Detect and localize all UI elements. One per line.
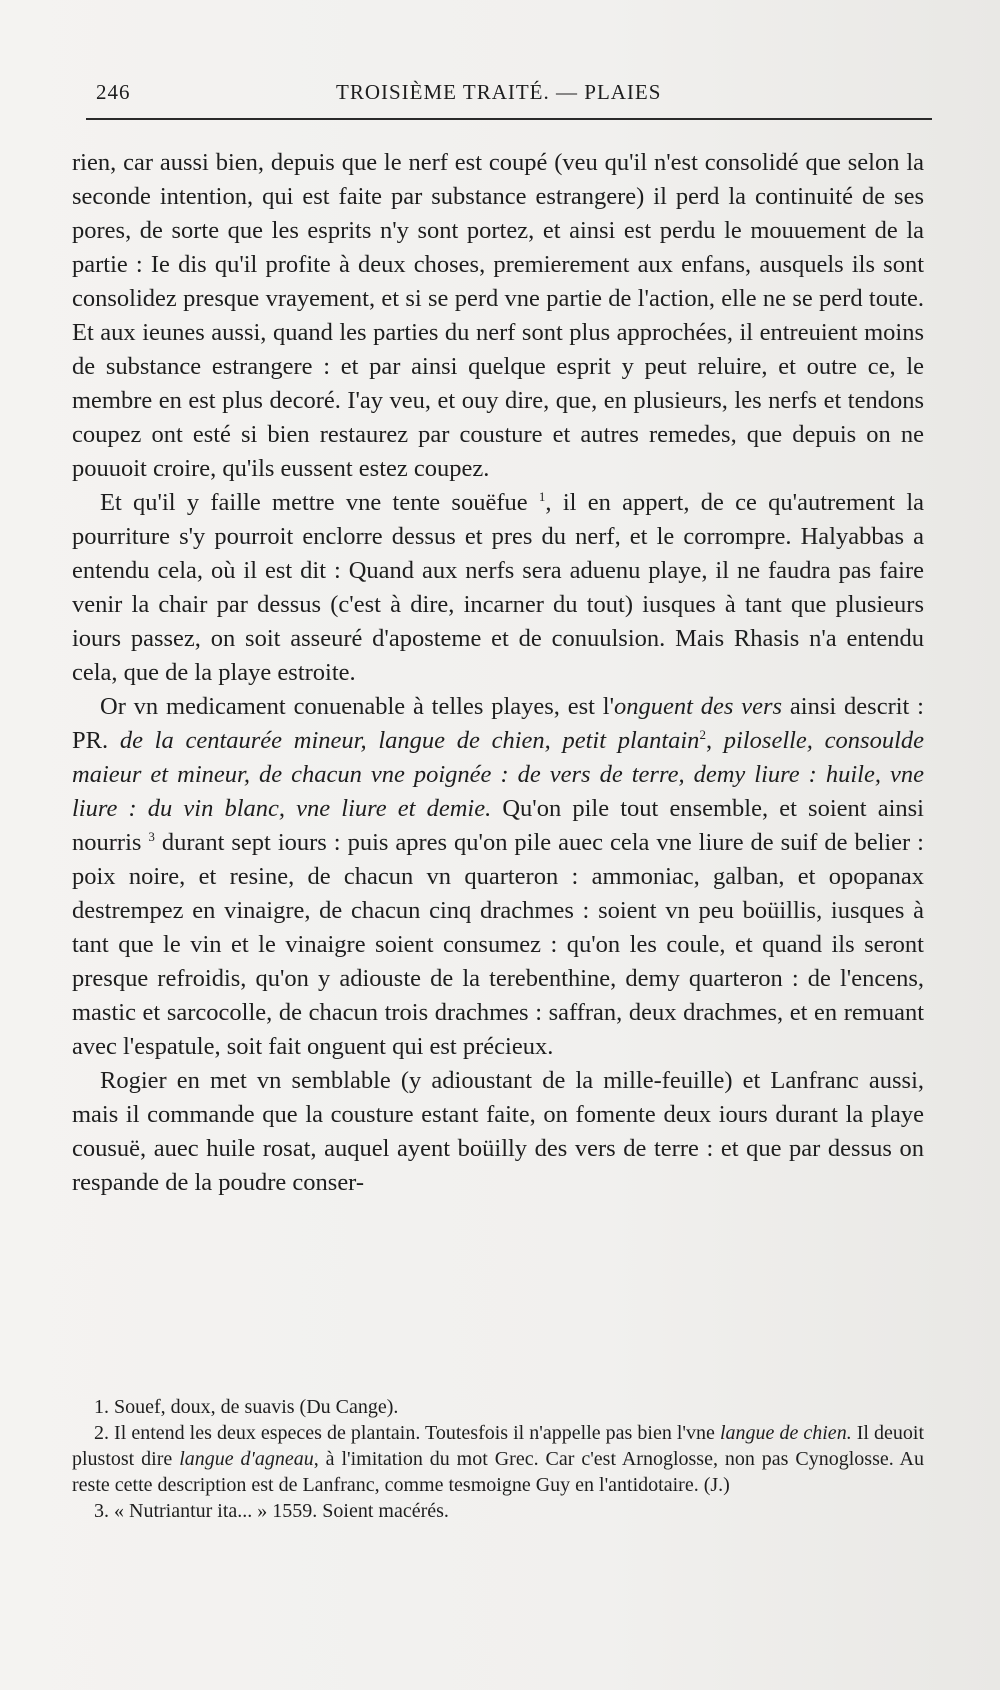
italic-text: langue de chien. — [719, 1422, 852, 1444]
text-run: Or vn medicament conuenable à telles playes, est l' — [100, 693, 615, 720]
footnote — [72, 1394, 924, 1420]
footnotes — [72, 1394, 924, 1524]
text-run: ainsi descrit : PR. — [72, 693, 924, 754]
main-text — [72, 146, 924, 1200]
text-run: , à l'imitation du mot Grec. Car c'est Arnoglosse, non pas Cynoglosse. Au reste cette description est de Lanfranc, comme tesmoigne Guy en l'antidotaire. (J.) — [72, 1448, 924, 1496]
text-run: durant sept iours : puis apres qu'on pile auec cela vne liure de suif de belier : poix noire, et resine, de chacun vn quarteron : ammoniac, galban, et opopanax destrempez en vinaigre, de chacun cinq drachmes : soient vn peu boüillis, iusques à tant que le vin et le vinaigre soient consumez : qu'on les coule, et quand ils seront presque refroidis, qu'on y adiouste de la terebenthine, demy quarteron : de l'encens, mastic et sarcocolle, de chacun trois drachmes : saffran, deux drachmes, et en remuant avec l'espatule, soit fait onguent qui est précieux. — [72, 829, 924, 1060]
text-run: Et qu'il y faille mettre vne tente souëfue — [100, 489, 539, 516]
footnote-marker: 3 — [148, 828, 155, 844]
text-run: rien, car aussi bien, depuis que le nerf est coupé (veu qu'il n'est consolidé que selon la seconde intention, qui est faite par substance estrangere) il perd la continuité de ses pores, de sorte que les esprits n'y sont portez, et ainsi est perdu le mouuement de la partie : Ie dis qu'il profite à deux choses, premierement aux enfans, ausquels ils sont consolidez presque vrayement, et si se perd vne partie de l'action, elle ne se perd toute. Et aux ieunes aussi, quand les parties du nerf sont plus approchées, il entreuient moins de substance estrangere : et par ainsi quelque esprit y peut reluire, et outre ce, le membre en est plus decoré. I'ay veu, et ouy dire, que, en plusieurs, les nerfs et tendons coupez ont esté si bien restaurez par cousture et autres remedes, que depuis on ne pouuoit croire, qu'ils eussent estez coupez. — [72, 149, 924, 482]
italic-text: piloselle, consoulde maieur et mineur, de chacun vne poignée : de vers de terre, demy liure : huile, vne liure : du vin blanc, vne liure et demie. — [72, 727, 924, 822]
paragraph — [72, 486, 924, 690]
text-run: Rogier en met vn semblable (y adioustant de la mille-feuille) et Lanfranc aussi, mais il commande que la cousture estant faite, on fomente deux iours durant la playe cousuë, auec huile rosat, auquel ayent boüilly des vers de terre : et que par dessus on respande de la poudre conser- — [72, 1067, 924, 1196]
footnote-marker: 2 — [699, 726, 706, 742]
running-header — [96, 80, 916, 110]
italic-text: onguent des vers — [614, 693, 783, 720]
text-run: Il deuoit plustost dire — [72, 1422, 925, 1470]
italic-text: de la centaurée mineur, langue de chien, petit plantain — [119, 727, 700, 754]
header-rule — [86, 118, 932, 120]
text-run: , il en appert, de ce qu'autrement la pourriture s'y pourroit enclorre dessus et pres du nerf, et le corrompre. Halyabbas a entendu cela, où il est dit : Quand aux nerfs sera aduenu playe, il ne faudra pas faire venir la chair par dessus (c'est à dire, incarner du tout) iusques à tant que plusieurs iours passez, on soit asseuré d'aposteme et de conuulsion. Mais Rhasis n'a entendu cela, que de la playe estroite. — [72, 489, 925, 686]
page-number: 246 — [96, 80, 131, 104]
paragraph — [72, 690, 924, 1064]
paragraph — [72, 1064, 924, 1200]
footnote — [72, 1420, 924, 1498]
text-run: Qu'on pile tout ensemble, et soient ainsi nourris — [72, 795, 924, 856]
text-run: 1. Souef, doux, de suavis (Du Cange). — [94, 1396, 399, 1418]
footnote-marker: 1 — [538, 488, 546, 504]
text-run: , — [705, 727, 724, 754]
italic-text: langue d'agneau — [179, 1448, 314, 1470]
text-run: 2. Il entend les deux especes de plantain. Toutesfois il n'appelle pas bien l'vne — [94, 1422, 720, 1444]
paragraph — [72, 146, 924, 486]
footnote — [72, 1498, 924, 1524]
text-run: 3. « Nutriantur ita... » 1559. Soient macérés. — [94, 1500, 449, 1522]
running-title: TROISIÈME TRAITÉ. — PLAIES — [336, 80, 662, 104]
